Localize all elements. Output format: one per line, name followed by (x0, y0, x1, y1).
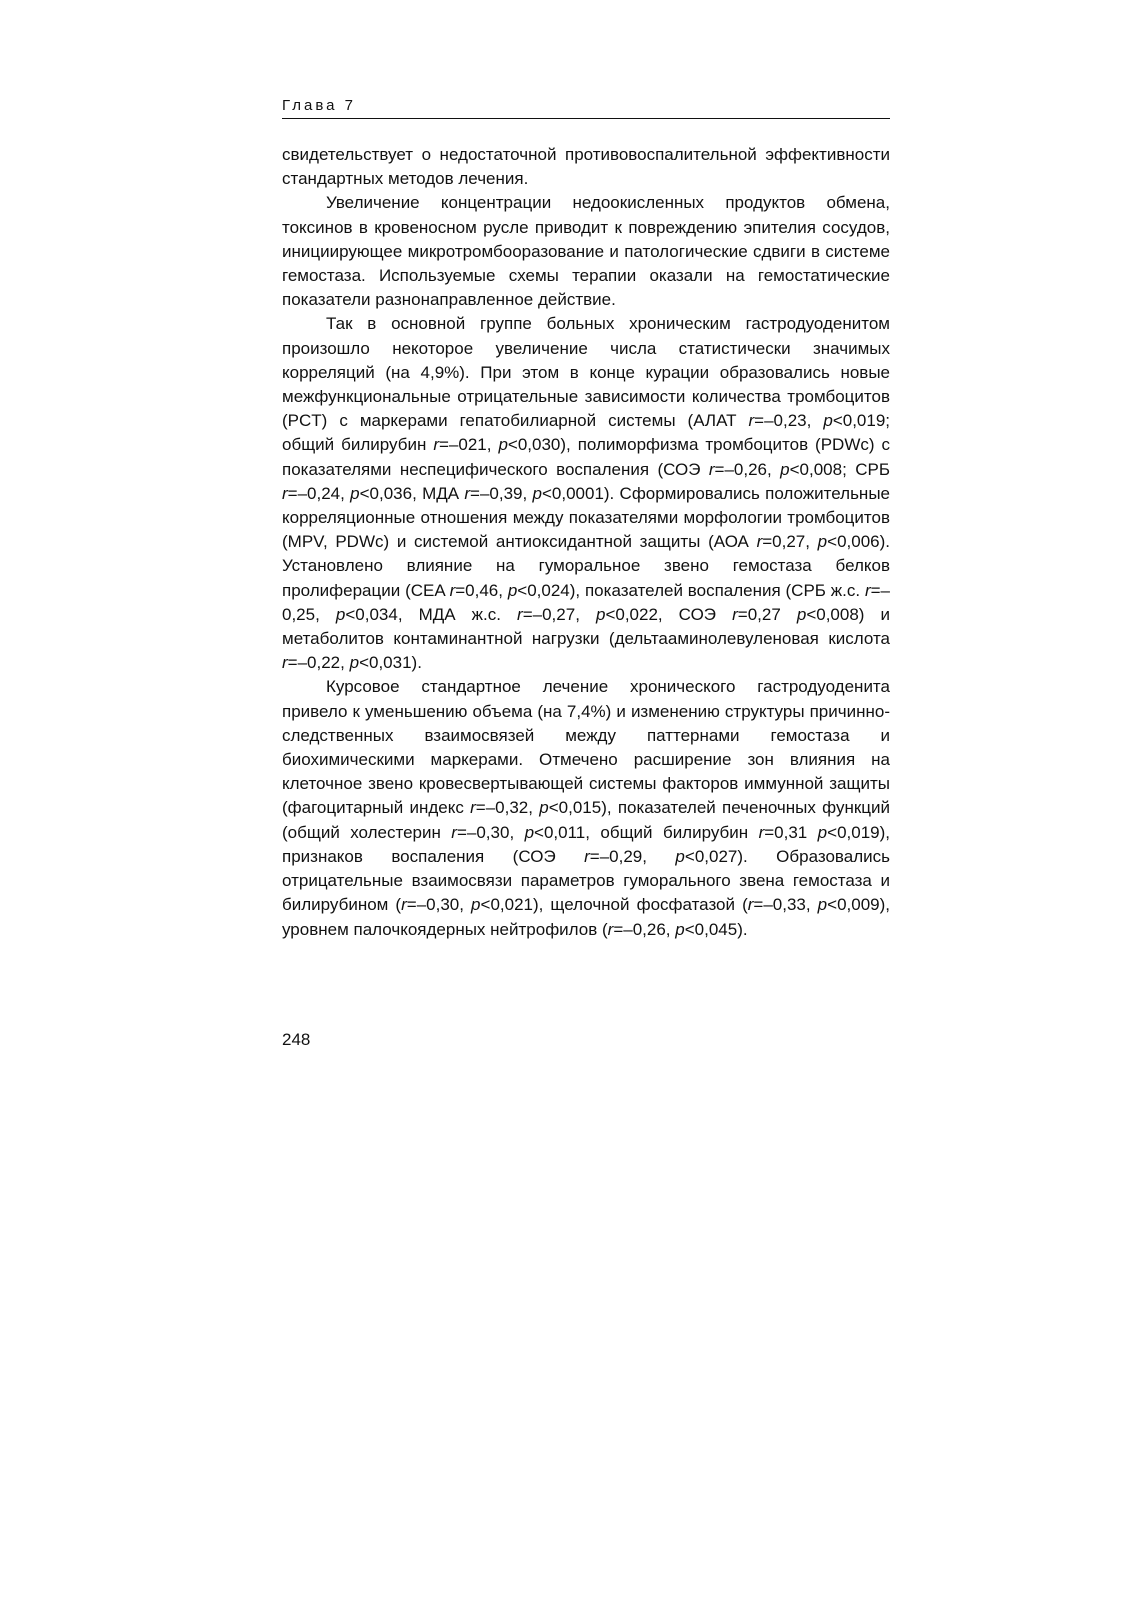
page-number: 248 (282, 1030, 311, 1049)
paragraph-2: Увеличение концентрации недоокисленных продуктов обмена, токсинов в кровеносном русле приводит к повреждению эпителия сосудов, инициирующее микротромбооразование и патологические сдвиги в системе гемостаза. Используемые схемы терапии оказали на гемостатические показатели разнонаправленное действие. (282, 193, 890, 310)
paragraph-4: Курсовое стандартное лечение хронического гастродуоденита привело к уменьшению объема (на 7,4%) и изменению структуры причинно-следственных взаимосвязей между паттернами гемостаза и биохимическими маркерами. Отмечено расширение зон влияния на клеточное звено кровесвертывающей системы факторов иммунной защиты (фагоцитарный индекс r=–0,32, p<0,015), показателей печеночных функций (общий холестерин r=–0,30, p<0,011, общий билирубин r=0,31 p<0,019), признаков воспаления (СОЭ r=–0,29, p<0,027). Образовались отрицательные взаимосвязи параметров гуморального звена гемостаза и билирубином (r=–0,30, p<0,021), щелочной фосфатазой (r=–0,33, p<0,009), уровнем палочкоядерных нейтрофилов (r=–0,26, p<0,045). (282, 677, 890, 939)
running-head-chapter: Глава 7 (282, 96, 890, 119)
paragraph-1: свидетельствует о недостаточной противовоспалительной эффективности стандартных методов лечения. (282, 145, 890, 189)
page-content (282, 96, 890, 942)
paragraph-3: Так в основной группе больных хроническим гастродуоденитом произошло некоторое увеличение числа статистически значимых корреляций (на 4,9%). При этом в конце курации образовались новые межфункциональные отрицательные зависимости количества тромбоцитов (PCT) с маркерами гепатобилиарной системы (АЛАТ r=–0,23, p<0,019; общий билирубин r=–021, p<0,030), полиморфизма тромбоцитов (PDWc) с показателями неспецифического воспаления (СОЭ r=–0,26, p<0,008; СРБ r=–0,24, p<0,036, МДА r=–0,39, p<0,0001). Сформировались положительные корреляционные отношения между показателями морфологии тромбоцитов (MPV, PDWc) и системой антиоксидантной защиты (АОА r=0,27, p<0,006). Установлено влияние на гуморальное звено гемостаза белков пролиферации (CEA r=0,46, p<0,024), показателей воспаления (СРБ ж.с. r=–0,25, p<0,034, МДА ж.с. r=–0,27, p<0,022, СОЭ r=0,27 p<0,008) и метаболитов контаминантной нагрузки (дельтааминолевуленовая кислота r=–0,22, p<0,031). (282, 314, 891, 673)
